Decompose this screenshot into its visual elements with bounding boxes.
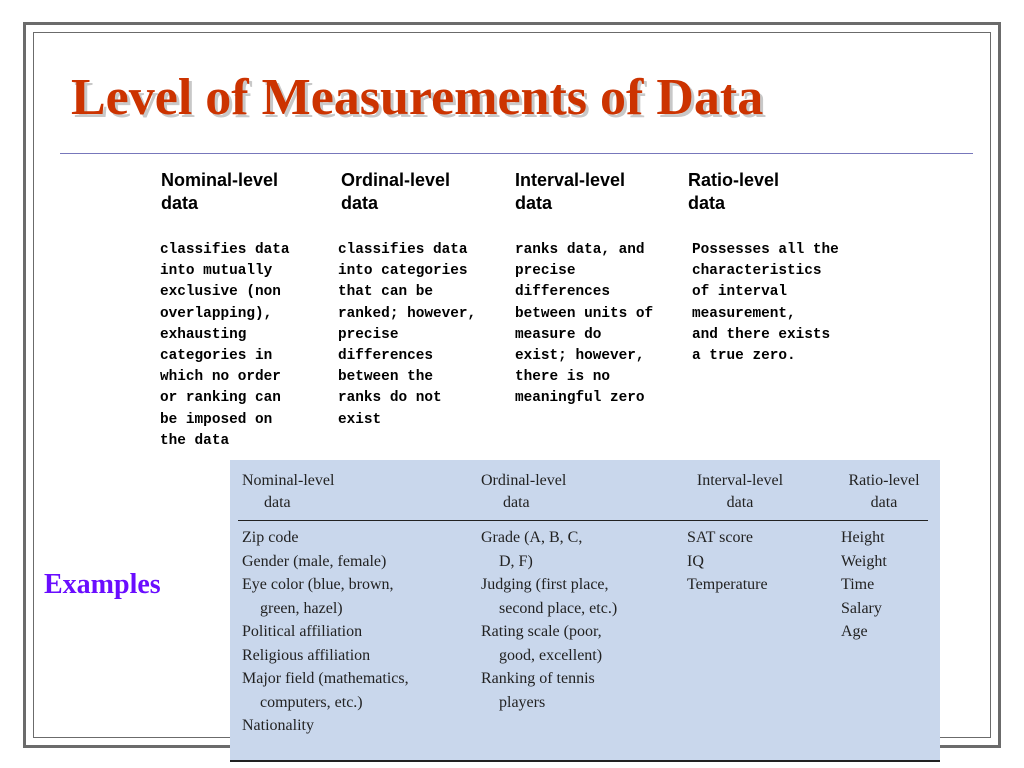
description-line: exhausting (160, 326, 247, 343)
description-line: characteristics (692, 263, 822, 280)
example-item (481, 667, 617, 714)
example-item-text: Height (841, 529, 885, 546)
description-line: overlapping), (160, 305, 273, 322)
ordinal-level-description (338, 240, 513, 431)
description-line: exist; however, (515, 348, 645, 365)
slide-title: Level of Measurements of Data (71, 69, 764, 126)
example-item (242, 620, 409, 644)
title-divider (60, 153, 973, 154)
interval-level-description (515, 240, 690, 410)
table-header-ratio (838, 470, 930, 514)
description-line: measure do (515, 326, 602, 343)
description-line: precise (515, 263, 576, 280)
example-item-text: Major field (mathematics, (242, 670, 409, 687)
description-line: classifies data (338, 242, 468, 258)
example-item (242, 644, 409, 668)
table-header-interval (685, 470, 795, 514)
description-line: of interval (692, 284, 787, 301)
description-line: between units of (515, 305, 654, 322)
table-column-interval (687, 526, 768, 597)
description-line: or ranking can (160, 390, 281, 407)
description-line: ranks data, and (515, 242, 645, 258)
example-item-text: Time (841, 576, 875, 593)
table-column-ratio (841, 526, 887, 644)
nominal-level-heading (161, 169, 331, 215)
description-line: exist (338, 411, 382, 428)
interval-heading-line1: Interval-level (515, 170, 626, 190)
table-header-ordinal-line1: Ordinal-level (481, 472, 567, 489)
example-item-text: Grade (A, B, C, (481, 529, 583, 546)
example-item-text: Religious affiliation (242, 646, 371, 664)
description-line: ranks do not (338, 390, 442, 407)
example-item (687, 550, 768, 574)
nominal-level-description (160, 240, 335, 452)
description-line: differences (515, 284, 610, 301)
ordinal-heading-line1: Ordinal-level (341, 170, 451, 190)
examples-table (230, 460, 940, 762)
description-line: which no order (160, 369, 281, 386)
nominal-heading-line2: data (161, 193, 199, 213)
description-line: exclusive (non (160, 284, 281, 301)
description-line: that can be (338, 284, 433, 301)
table-header-nominal-line1: Nominal-level (242, 472, 335, 489)
example-item-text: Ranking of tennis (481, 670, 595, 687)
table-header-ordinal-line2: data (503, 494, 530, 511)
example-item (841, 550, 887, 574)
example-item-continuation: second place, etc.) (499, 599, 618, 617)
description-line: Possesses all the (692, 242, 839, 258)
ratio-level-heading (688, 169, 858, 215)
examples-label: Examples (44, 569, 161, 600)
table-column-ordinal (481, 526, 617, 714)
example-item (687, 526, 768, 550)
ratio-level-description (692, 240, 867, 367)
example-item-text: Age (841, 623, 868, 640)
description-line: classifies data (160, 242, 290, 258)
ratio-heading-line1: Ratio-level (688, 170, 780, 190)
example-item-continuation: green, hazel) (260, 599, 343, 617)
example-item-text: Nationality (242, 717, 314, 734)
description-line: ranked; however, (338, 305, 477, 322)
table-header-ratio-line1: Ratio-level (848, 472, 920, 489)
interval-level-heading (515, 169, 685, 215)
example-item-continuation: good, excellent) (499, 646, 603, 664)
example-item-text: IQ (687, 552, 704, 570)
interval-heading-line2: data (515, 193, 553, 213)
example-item-continuation: computers, etc.) (260, 693, 363, 711)
description-line: precise (338, 326, 399, 343)
example-item (687, 573, 768, 597)
description-line: and there exists (692, 326, 831, 343)
table-header-nominal (242, 470, 334, 514)
example-item-text: Weight (841, 552, 887, 570)
example-item-continuation: players (499, 693, 546, 711)
example-item (841, 620, 887, 644)
table-header-interval-line1: Interval-level (696, 472, 784, 489)
example-item-text: Gender (male, female) (242, 552, 387, 570)
description-line: into mutually (160, 263, 273, 280)
table-header-nominal-line2: data (264, 494, 291, 511)
table-header-interval-line2: data (726, 494, 754, 511)
example-item (242, 667, 409, 714)
description-line: be imposed on (160, 411, 273, 428)
table-header-rule (238, 520, 928, 521)
example-item-text: Temperature (687, 576, 768, 593)
example-item (481, 573, 617, 620)
example-item (841, 597, 887, 621)
example-item (481, 526, 617, 573)
example-item (481, 620, 617, 667)
ratio-heading-line2: data (688, 193, 726, 213)
example-item-text: SAT score (687, 529, 753, 546)
example-item-text: Political affiliation (242, 623, 363, 640)
example-item (242, 526, 409, 550)
example-item (841, 573, 887, 597)
description-line: a true zero. (692, 348, 796, 365)
example-item (242, 714, 409, 738)
description-line: the data (160, 432, 230, 449)
ordinal-heading-line2: data (341, 193, 379, 213)
example-item-text: Rating scale (poor, (481, 623, 602, 640)
description-line: differences (338, 348, 433, 365)
example-item (242, 573, 409, 620)
table-header-ratio-line2: data (870, 494, 898, 511)
table-header-ordinal (481, 470, 566, 514)
description-line: meaningful zero (515, 390, 645, 407)
table-column-nominal (242, 526, 409, 738)
example-item (841, 526, 887, 550)
description-line: into categories (338, 263, 468, 280)
example-item-text: Eye color (blue, brown, (242, 576, 394, 593)
ordinal-level-heading (341, 169, 511, 215)
example-item (242, 550, 409, 574)
nominal-heading-line1: Nominal-level (161, 170, 279, 190)
description-line: measurement, (692, 305, 796, 322)
example-item-text: Judging (first place, (481, 576, 609, 593)
description-line: there is no (515, 369, 610, 386)
example-item-text: Zip code (242, 529, 299, 546)
description-line: categories in (160, 348, 273, 365)
description-line: between the (338, 369, 433, 386)
example-item-text: Salary (841, 599, 882, 617)
example-item-continuation: D, F) (499, 552, 533, 570)
